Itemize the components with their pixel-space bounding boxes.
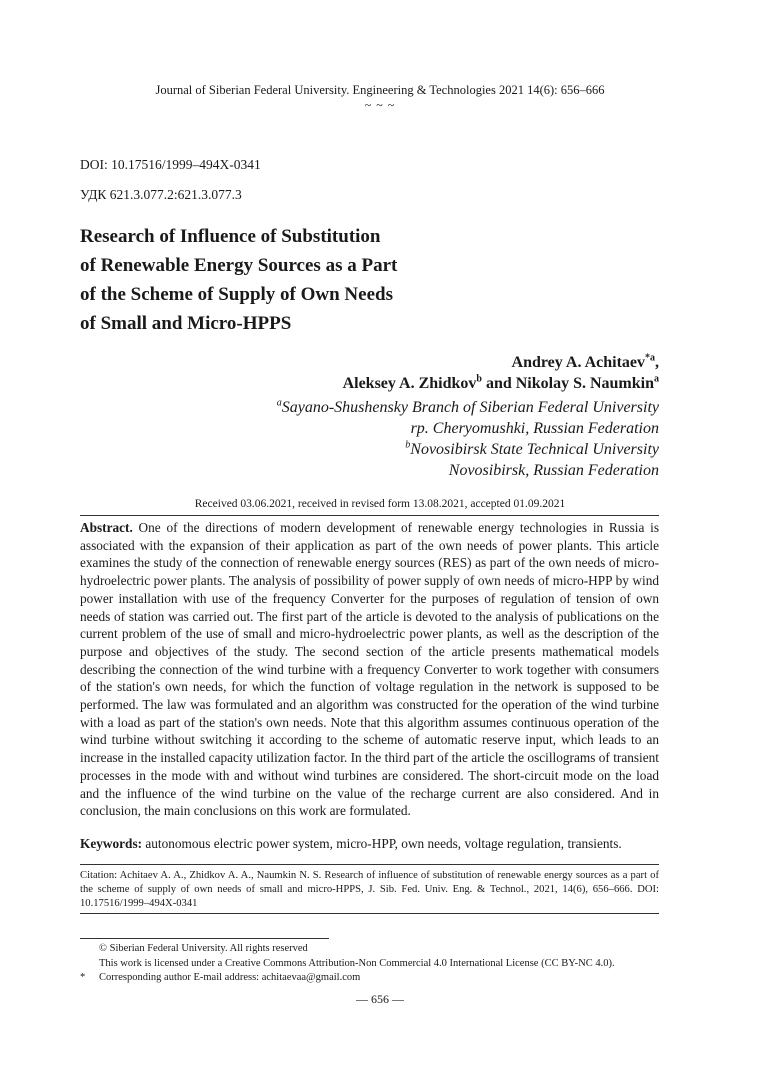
keywords xyxy=(80,835,659,852)
corresponding-text[interactable]: Corresponding author E-mail address: achitaevaa@gmail.com xyxy=(99,972,361,983)
footnote-divider xyxy=(80,938,329,939)
affiliation-sup: a xyxy=(276,397,282,409)
abstract xyxy=(80,519,659,820)
divider xyxy=(80,864,659,865)
keywords-label: Keywords: xyxy=(80,836,143,851)
affiliation-line: Sayano-Shushensky Branch of Siberian Federal University xyxy=(281,399,659,416)
affiliation-line: rp. Cheryomushki, Russian Federation xyxy=(410,420,659,437)
corresponding-author-note xyxy=(80,971,670,986)
udk-code: УДК 621.3.077.2:621.3.077.3 xyxy=(80,187,242,202)
title-line: of Renewable Energy Sources as a Part xyxy=(80,255,398,276)
citation: Citation: Achitaev A. A., Zhidkov A. A., Naumkin N. S. Research of influence of substitution of renewable energy sources as a part of the scheme of supply of own needs of small and micro-HPPS, J. Sib. Fed. Univ. Eng. & Technol., 2021, 14(6), 656–666. DOI: 10.17516/1999–494X-0341 xyxy=(80,870,659,910)
author-sep: , xyxy=(655,354,659,371)
abstract-label: Abstract. xyxy=(80,520,133,535)
title-line: of the Scheme of Supply of Own Needs xyxy=(80,284,393,305)
journal-header: Journal of Siberian Federal University. Engineering & Technologies 2021 14(6): 656–666 xyxy=(155,83,605,97)
divider xyxy=(80,515,659,516)
title-line: Research of Influence of Substitution xyxy=(80,226,381,247)
affiliation-sup: b xyxy=(405,439,411,451)
article-title xyxy=(80,222,500,338)
received-dates: Received 03.06.2021, received in revised form 13.08.2021, accepted 01.09.2021 xyxy=(194,498,566,510)
affiliation-line: Novosibirsk State Technical University xyxy=(410,441,659,458)
authors xyxy=(343,352,659,394)
divider xyxy=(80,913,659,914)
author-name: Nikolay S. Naumkin xyxy=(515,375,654,392)
header-ornament: ~ ~ ~ xyxy=(364,98,396,112)
abstract-text: One of the directions of modern development of renewable energy technologies in Russia is associated with the expansion of their application as part of the own needs of power plants. This article examines the study of the connection of renewable energy sources (RES) as part of the own needs of micro-hydroelectric power plants. The analysis of possibility of power supply of own needs of micro-HPP by wind power installation with use of the frequency Converter for the purposes of regulation of tension of own needs of station was carried out. The first part of the article is devoted to the analysis of publications on the current problem of the use of small and micro-hydroelectric power plants, as well as the description of the purpose and objectives of the study. The second section of the article presents mathematical models describing the connection of the wind turbine with a frequency Converter to work together with consumers of the station's own needs, for which the function of voltage regulation in the network is supposed to be performed. The law was formulated and an algorithm was constructed for the operation of the wind turbine with a load as part of the station's own needs. Note that this algorithm assumes continuous operation of the wind turbine without switching it according to the scheme of automatic reserve input, which leads to an increase in the installed capacity utilization factor. In the third part of the article the oscillograms of transient processes in the mode with and without wind turbines are considered. The short-circuit mode on the load and the influence of the wind turbine on the value of the recharge current are also considered. And in conclusion, the main conclusions on this work are formulated. xyxy=(80,520,659,819)
author-sep: and xyxy=(481,375,516,392)
title-line: of Small and Micro-HPPS xyxy=(80,313,292,334)
keywords-text: autonomous electric power system, micro-HPP, own needs, voltage regulation, transients. xyxy=(142,836,622,851)
author-sup: *a xyxy=(645,352,655,364)
affiliations xyxy=(277,397,659,481)
asterisk-mark: * xyxy=(80,972,86,983)
copyright-note: © Siberian Federal University. All rights reserved xyxy=(99,943,308,954)
affiliation-line: Novosibirsk, Russian Federation xyxy=(448,462,659,479)
doi[interactable]: DOI: 10.17516/1999–494X-0341 xyxy=(80,157,261,172)
author-sup: a xyxy=(654,373,659,385)
author-sup: b xyxy=(476,373,482,385)
author-name: Aleksey A. Zhidkov xyxy=(342,375,477,392)
license-note[interactable]: This work is licensed under a Creative Commons Attribution-Non Commercial 4.0 International License (CC BY-NC 4.0). xyxy=(99,957,615,969)
footnotes xyxy=(80,942,670,986)
author-name: Andrey A. Achitaev xyxy=(511,354,645,371)
page-number: — 656 — xyxy=(356,992,404,1006)
